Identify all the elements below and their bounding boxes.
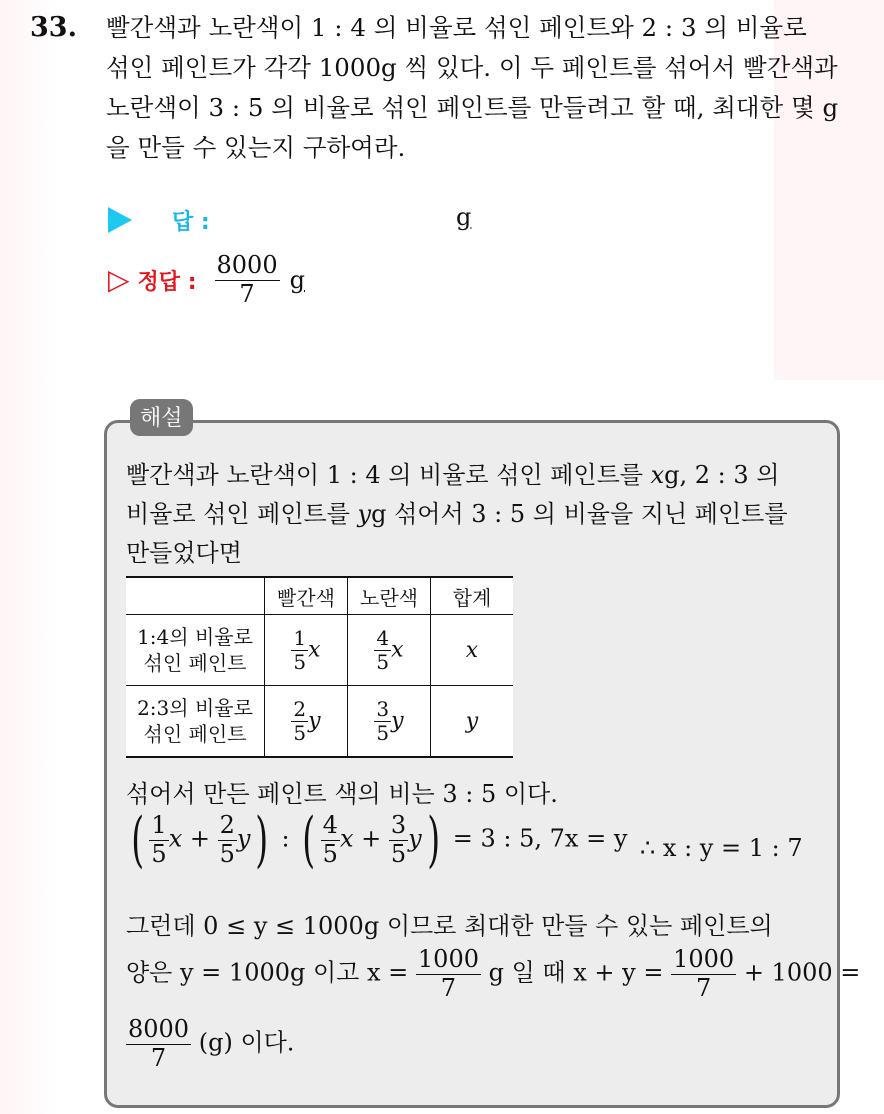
red-cell: $\frac{1}{5}$ x: [265, 615, 348, 686]
correct-answer-row: [108, 252, 305, 308]
play-triangle-icon: [108, 207, 132, 233]
outline-triangle-icon: ▷: [108, 263, 130, 297]
ratio-line: 섞어서 만든 페인트 색의 비는 3 : 5 이다.: [126, 780, 558, 808]
page-margin-shade: [0, 0, 60, 1114]
question-text: [106, 8, 866, 168]
table-row: [126, 615, 513, 686]
explanation-line-3: 만들었다면: [126, 539, 242, 567]
equation-result: = 3 : 5, 7x = y: [452, 824, 628, 853]
question-line: 을 만들 수 있는지 구하여라.: [106, 133, 406, 162]
question-number: 33.: [30, 12, 77, 43]
question-line: 섞인 페인트가 각각 1000g 씩 있다. 이 두 페인트를 섞어서 빨간색과: [106, 53, 838, 82]
explanation-line-5: 양은 y = 1000g 이고 x = $\frac{1000}{7}$ g 일 때 x + y = $\frac{1000}{7}$ + 1000 =: [126, 945, 861, 1002]
therefore-line: ∴ x : y = 1 : 7: [640, 834, 803, 862]
table-header: 노란색: [348, 577, 431, 615]
question-line: 빨간색과 노란색이 1 : 4 의 비율로 섞인 페인트와 2 : 3 의 비율로: [106, 13, 807, 42]
table-row: [126, 686, 513, 758]
answer-label: 답 :: [172, 209, 210, 235]
row-label: 2:3의 비율로 섞인 페인트: [126, 686, 265, 758]
explanation-tag: 해설: [130, 399, 193, 436]
answer-row: [108, 200, 210, 240]
table-header: 빨간색: [265, 577, 348, 615]
correct-fraction: $\frac{8000}{7}$: [216, 251, 278, 308]
explanation-line-2: 비율로 섞인 페인트를 yg 섞어서 3 : 5 의 비율을 지닌 페인트를: [126, 500, 788, 528]
red-cell: $\frac{2}{5}$ y: [265, 686, 348, 758]
explanation-line-4: 그런데 0 ≤ y ≤ 1000g 이므로 최대한 만들 수 있는 페인트의: [126, 912, 773, 940]
yellow-cell: $\frac{3}{5}$ y: [348, 686, 431, 758]
correct-unit: g: [289, 266, 305, 295]
total-cell: x: [431, 615, 514, 686]
yellow-cell: $\frac{4}{5}$ x: [348, 615, 431, 686]
correct-label: 정답 :: [137, 269, 197, 295]
equation-line: ( $\frac{1}{5}$ x + $\frac{2}{5}$ y) : ( $\frac{4}{5}$ x + $\frac{3}{5}$ y) = 3 : 5, 7x = y: [131, 805, 628, 875]
mix-table: [126, 576, 513, 758]
table-header: 합계: [431, 577, 514, 615]
explanation-line-1: 빨간색과 노란색이 1 : 4 의 비율로 섞인 페인트를 xg, 2 : 3 의: [126, 461, 780, 489]
explanation-line-6: $\frac{8000}{7}$ (g) 이다.: [128, 1015, 295, 1072]
table-header: [126, 577, 265, 615]
answer-unit: g: [456, 203, 472, 231]
total-cell: y: [431, 686, 514, 758]
table-header-row: [126, 577, 513, 615]
question-line: 노란색이 3 : 5 의 비율로 섞인 페인트를 만들려고 할 때, 최대한 몇 g: [106, 93, 839, 122]
row-label: 1:4의 비율로 섞인 페인트: [126, 615, 265, 686]
